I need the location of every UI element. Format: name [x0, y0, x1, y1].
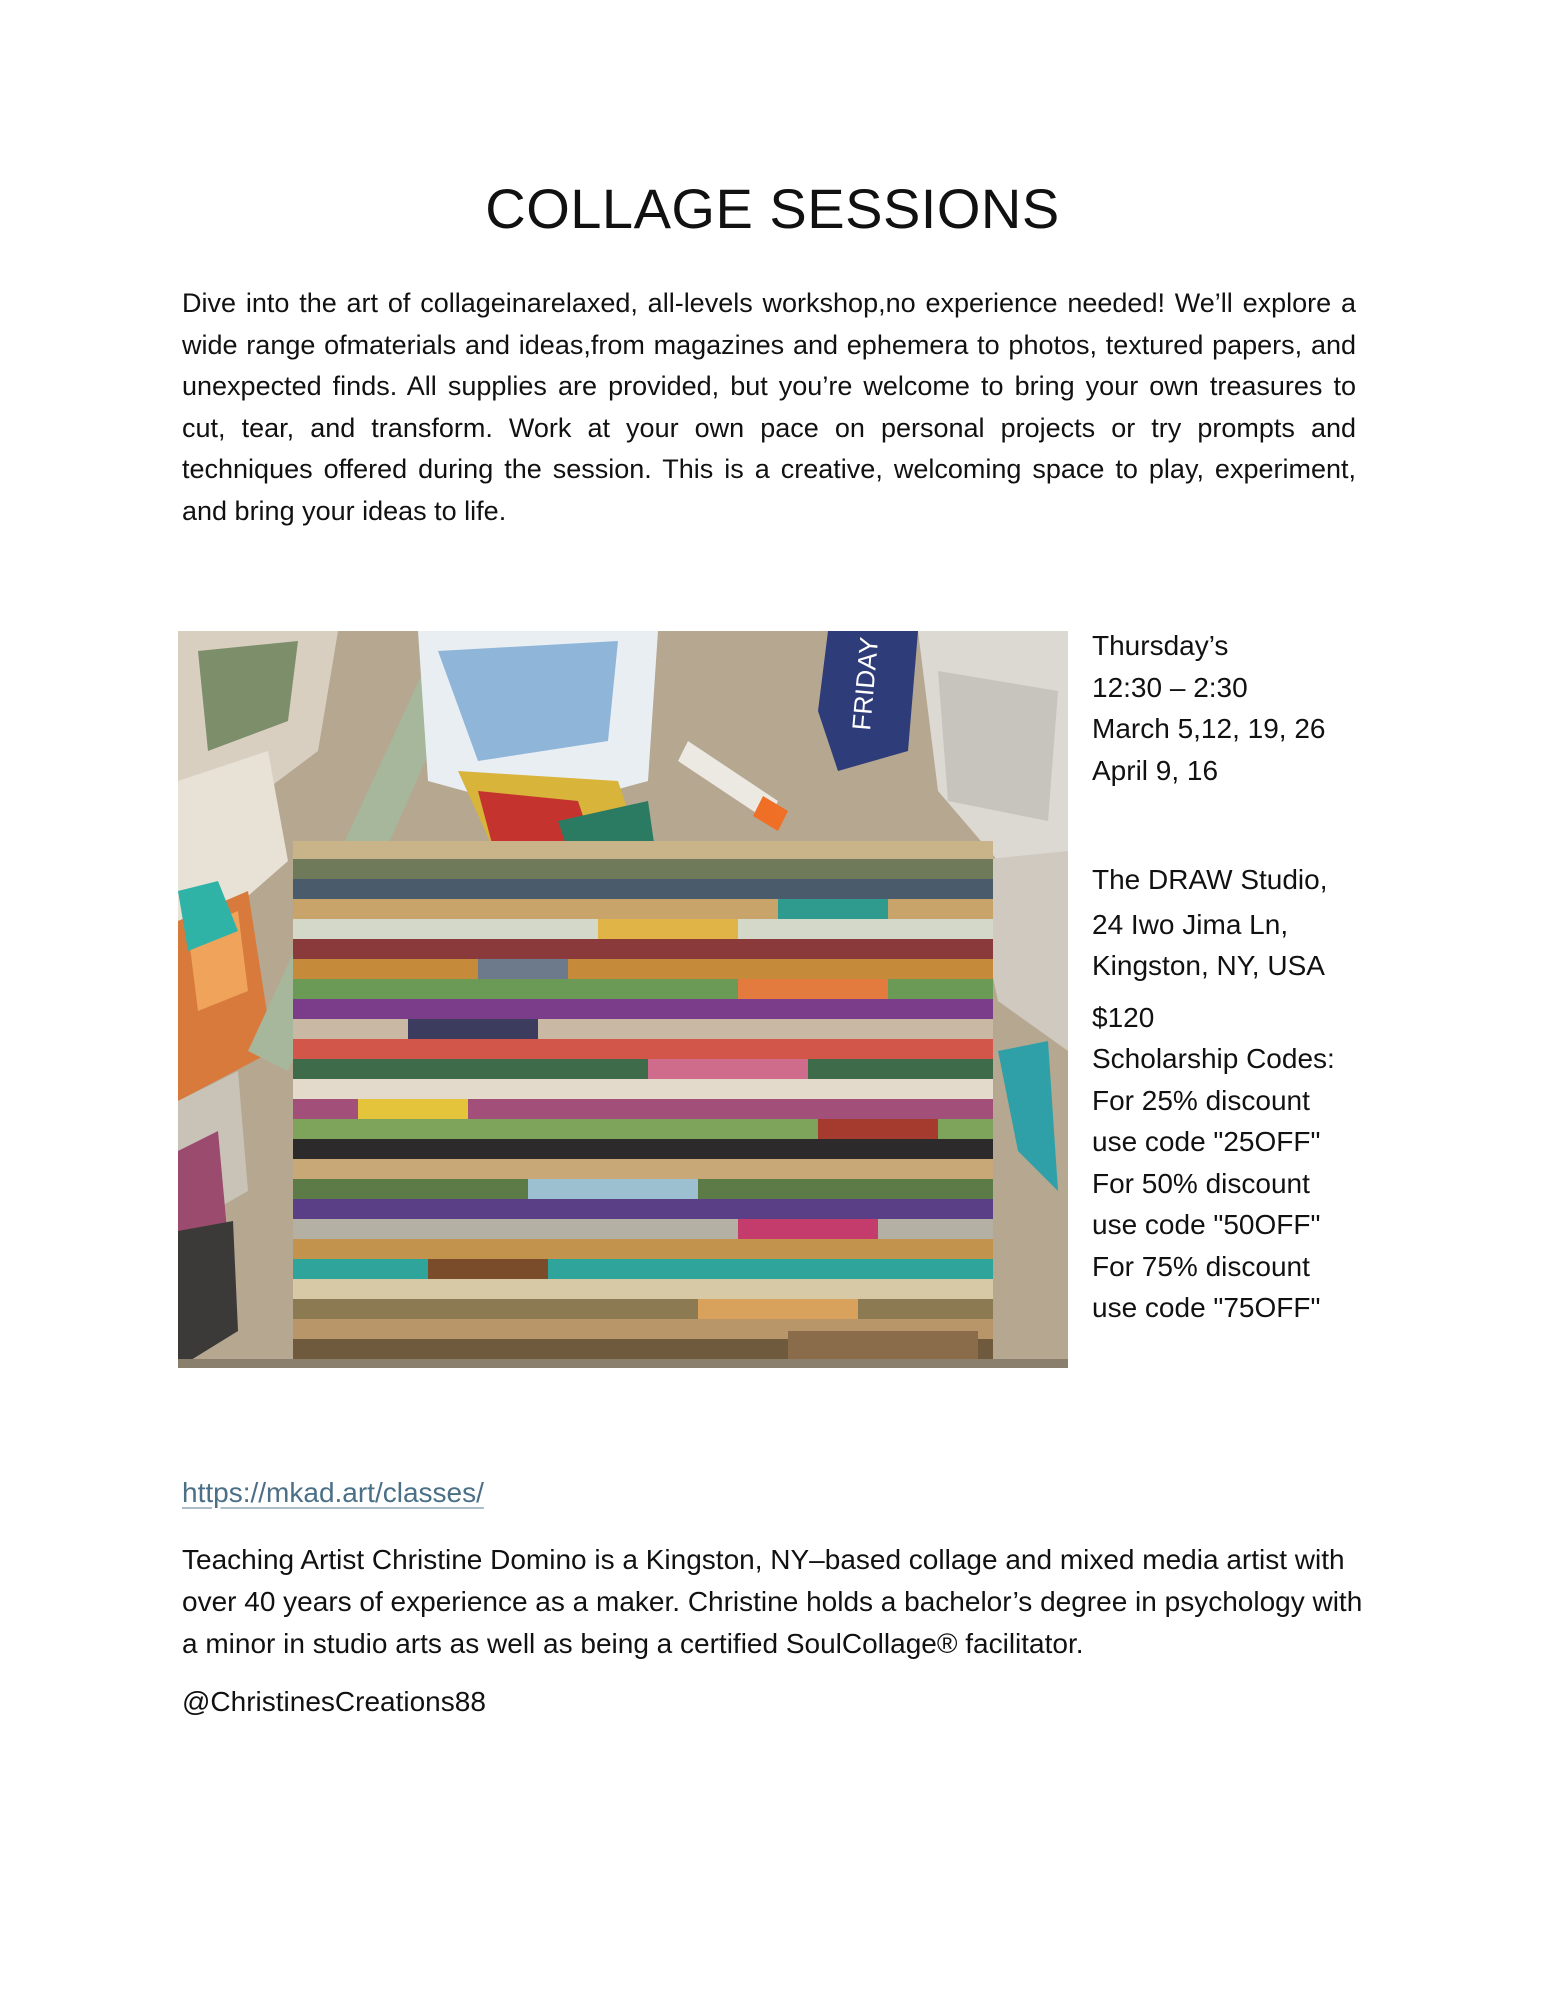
intro-paragraph: Dive into the art of collageinarelaxed, all-levels workshop,no experience needed! We’ll explore a wide range ofmaterials and ideas,from magazines and ephemera to photos, textured papers, and unexpected finds. All supplies are provided, but you’re welcome to bring your own treasures to cut, tear, and transform. Work at your own pace on personal projects or try prompts and techniques offered during the session. This is a creative, welcoming space to play, experiment, and bring your ideas to life. [182, 288, 1356, 526]
classes-link[interactable]: https://mkad.art/classes/ [182, 1477, 484, 1508]
schedule-time: 12:30 – 2:30 [1092, 671, 1248, 703]
location-name: The DRAW Studio, [1092, 864, 1328, 895]
schedule-day: Thursday’s [1092, 630, 1229, 661]
page-title: COLLAGE SESSIONS [485, 177, 1060, 240]
discount-50: For 50% discount [1092, 1167, 1310, 1199]
magazine-text: FRIDAY [846, 635, 885, 732]
code-50: use code "50OFF" [1092, 1209, 1321, 1240]
event-details [1092, 625, 1392, 1329]
discount-75: For 75% discount [1092, 1250, 1310, 1282]
social-handle: @ChristinesCreations88 [182, 1686, 486, 1717]
discount-25: For 25% discount [1092, 1084, 1310, 1116]
location-city: Kingston, NY, USA [1092, 950, 1325, 981]
price: $120 [1092, 1001, 1155, 1033]
artist-bio: Teaching Artist Christine Domino is a Kingston, NY–based collage and mixed media artist with over 40 years of experience as a maker. Christine holds a bachelor’s degree in psychology with a minor in studio arts as well as being a certified SoulCollage® facilitator. [182, 1544, 1363, 1659]
collage-photo [178, 631, 1068, 1368]
location-street: 24 Iwo Jima Ln, [1092, 908, 1289, 940]
scholarship-heading: Scholarship Codes: [1092, 1043, 1335, 1074]
code-25: use code "25OFF" [1092, 1126, 1321, 1157]
schedule-april-dates: April 9, 16 [1092, 754, 1219, 786]
schedule-march-dates: March 5,12, 19, 26 [1092, 713, 1326, 744]
code-75: use code "75OFF" [1092, 1292, 1321, 1323]
